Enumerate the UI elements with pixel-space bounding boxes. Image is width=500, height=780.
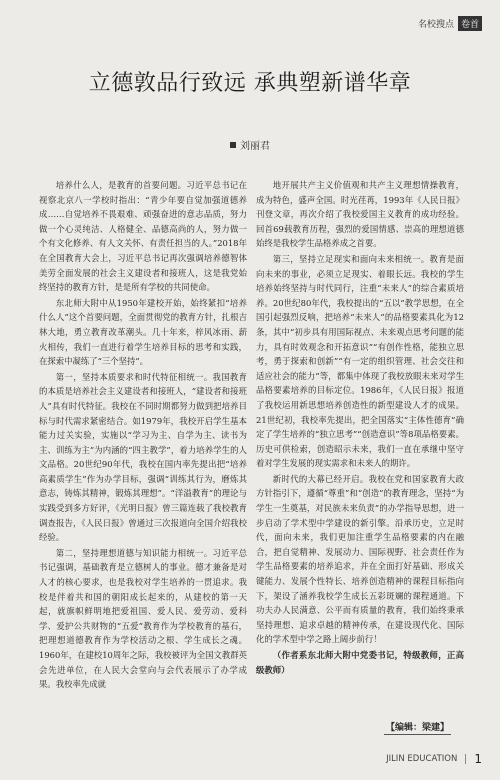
page-number: 1 — [474, 752, 482, 766]
article-title: 立德敦品行致远 承典塑新谱华章 — [88, 71, 412, 96]
publication-name: JILIN EDUCATION — [386, 754, 458, 764]
paragraph: 培养什么人，是教育的首要问题。习近平总书记在视察北京八一学校时指出：“青少年要自觉加强道德养成……自觉培养不畏艰难、顽强奋进的意志品质，努力做一个心灵纯洁、人格健全、品德高尚的人，努力做一个有文化修养、有人文关怀、有责任担当的人。”2018年在全国教育大会上，习近平总书记再次强调培养德智体美劳全面发展的社会主义建设者和接班人，这是我党始终坚持的教育方针，是是所有学校的共同使命。 — [39, 180, 247, 293]
author-note: （作者系东北师大附中党委书记，特级教师，正高级教师） — [256, 650, 464, 675]
author-name: 刘丽君 — [240, 141, 270, 152]
editor-credit: 【编辑：梁建】 — [386, 720, 449, 733]
section-tag: 卷首 — [458, 16, 482, 31]
author-line — [0, 137, 500, 152]
paragraph: 地开展共产主义价值观和共产主义理想情操教育，成为特色，盛声全国。时光荏苒，1993年《人民日报》刊登文章，再次介绍了我校爱国主义教育的成功经验。回首69载教育历程，强烈的爱国情感、崇高的理想道德始终是我校学生品格养成之首要。 — [256, 180, 464, 249]
left-column — [39, 178, 247, 693]
square-bullet-icon — [230, 142, 236, 148]
paragraph: 第一，坚持本质要求和时代特征相统一。我国教育的本质是培养社会主义建设者和接班人，“建设者和接班人”具有时代特征。我校在不同时期都努力做到把培养目标与时代需求紧密结合。如1979年，我校开启学生基本能力过关实验，实施以“学习为主、自学为主、读书为主、训练为主”为内涵的“四主教学”，着力培养学生的人文品格。20世纪90年代，我校在国内率先提出把“培养高素质学生”作为办学目标，强调“训练其行为，磨炼其意志，铸炼其精神，锻炼其理想”。“洋溢教育”的理论与实践受到多方好评，《光明日报》曾三篇连载了我校教育调查报告，《人民日报》曾通过三次报道向全国介绍我校经验。 — [39, 371, 247, 543]
paragraph: 新时代的大幕已经开启。我校在党和国家教育大政方针指引下，遵循“尊重”和“创造”的教育理念，坚持“为学生一生奠基，对民族未来负责”的办学指导思想，进一步启动了学术型中学建设的新引擎。沿承历史，立足时代，面向未来，我们更加注重学生品格要素的内在融合，把自觉精神、发展动力、国际视野、社会责任作为学生品格要素的培养追求，并在全面打好基础、形成关键能力、发展个性特长、培养创造精神的课程目标指向下，架设了涵养我校学生成长五彩斑斓的课程通道。下功夫办人民满意、公平而有质量的教育，我们始终秉承坚持理想、追求卓越的精神传承，在建设现代化、国际化的学术型中学之路上阔步前行！ — [256, 473, 464, 645]
right-column — [256, 178, 464, 678]
column-name: 名校搜点 — [417, 20, 454, 30]
page-footer — [386, 752, 482, 766]
footer-divider — [465, 754, 466, 764]
background-watermark — [300, 26, 490, 66]
paragraph: 第二，坚持理想道德与知识能力相统一。习近平总书记强调，基础教育是立德树人的事业。德才兼备是对人才的核心要求，也是我校对学生培养的一贯追求。我校是伴着共和国的朝阳成长起来的，从建校的第一天起，就旗帜鲜明地把爱祖国、爱人民、爱劳动、爱科学、爱护公共财物的“五爱”教育作为学校教育的基石，把理想道德教育作为学校活动之根、学生成长之魂。1960年，在建校10周年之际，我校被评为全国文教群英会先进单位，在人民大会堂向与会代表展示了办学成果。我校率先成就 — [39, 547, 247, 690]
paragraph: 第三，坚持立足现实和面向未来相统一。教育是面向未来的事业，必须立足现实、着眼长远。我校的学生培养始终坚持与时代同行，注重“未来人”的综合素质培养。20世纪80年代，我校提出的“五以”教学思想，在全国引起强烈反响，把培养“未来人”的品格要素具化为12条，其中“初步具有用国际视点、未来观点思考问题的能力，具有时效观念和开拓意识”“有创作性格，能独立思考，勇于探索和创新”“有一定的组织管理、社会交往和适应社会的能力”等，都集中体现了我校放眼未来对学生品格要素培养的目标定位。1986年，《人民日报》报道了我校运用新思想培养创造性的新型建设人才的成果。21世纪初，我校率先提出，把全国落实“主体性德育”确定了学生培养的“独立思考”“创造意识”等8项品格要素。历史可供检索，创造昭示未来，我们一直在承继中坚守着对学生发展的现实需求和未来人的期许。 — [256, 253, 464, 469]
paragraph: 东北师大附中从1950年建校开始，始终紧扣“培养什么人”这个首要问题，全面贯彻党的教育方针，扎根吉林大地，勇立教育改革潮头。几十年来，梓风冰雨、薪火相传，我们一直进行着学生培养目标的思考和实践，在探索中凝练了“三个坚持”。 — [39, 297, 247, 367]
